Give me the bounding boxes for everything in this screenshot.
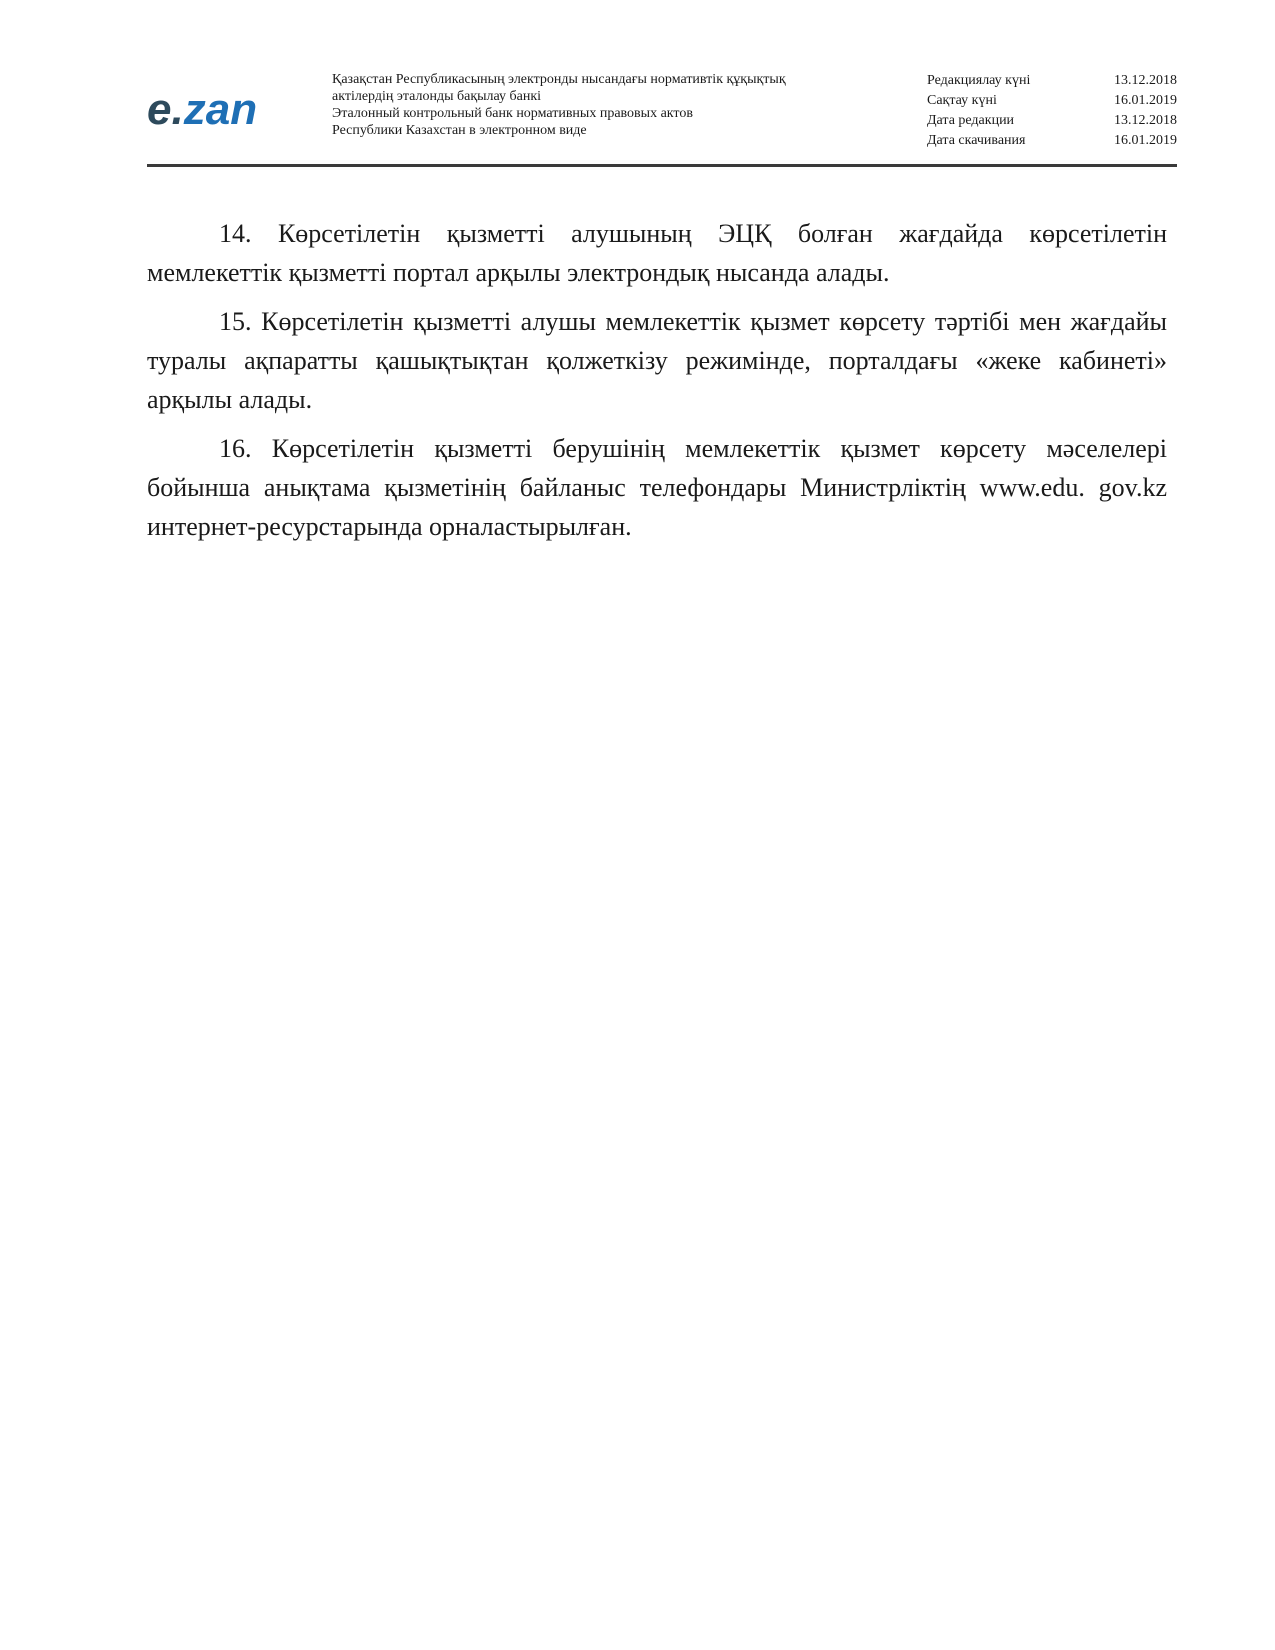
- document-body: [147, 214, 1167, 556]
- ezan-logo: e.zan: [147, 85, 258, 134]
- meta-value: 16.01.2019: [1114, 133, 1177, 148]
- paragraph: 14. Көрсетілетін қызметті алушының ЭЦҚ болған жағдайда көрсетілетін мемлекеттік қызметті портал арқылы электрондық нысанда алады.: [147, 219, 1167, 287]
- meta-row: [927, 71, 1177, 91]
- meta-value: 13.12.2018: [1114, 73, 1177, 88]
- meta-row: [927, 111, 1177, 131]
- meta-label: Дата скачивания: [927, 133, 1026, 148]
- header-description-line: Эталонный контрольный банк нормативных правовых актов: [332, 106, 693, 121]
- meta-row: [927, 131, 1177, 151]
- header-description: [332, 71, 892, 139]
- header-meta-table: [927, 71, 1177, 151]
- meta-value: 13.12.2018: [1114, 113, 1177, 128]
- header-description-line: Қазақстан Республикасының электронды нысандағы нормативтік құқықтық: [332, 72, 786, 87]
- header-description-line: Республики Казахстан в электронном виде: [332, 123, 587, 138]
- paragraph: 16. Көрсетілетін қызметті берушінің мемлекеттік қызмет көрсету мәселелері бойынша анықтама қызметінің байланыс телефондары Министрліктің www.edu. gov.kz интернет-ресурстарында орналастырылған.: [147, 434, 1167, 541]
- paragraph: 15. Көрсетілетін қызметті алушы мемлекеттік қызмет көрсету тәртібі мен жағдайы туралы ақпаратты қашықтықтан қолжеткізу режимінде, порталдағы «жеке кабинеті» арқылы алады.: [147, 307, 1167, 414]
- meta-value: 16.01.2019: [1114, 93, 1177, 108]
- header-divider: [147, 164, 1177, 167]
- meta-row: [927, 91, 1177, 111]
- page-header: [147, 60, 1177, 168]
- header-description-line: актілердің эталонды бақылау банкі: [332, 89, 542, 104]
- meta-label: Сақтау күні: [927, 93, 997, 108]
- meta-label: Редакциялау күні: [927, 73, 1031, 88]
- meta-label: Дата редакции: [927, 113, 1015, 128]
